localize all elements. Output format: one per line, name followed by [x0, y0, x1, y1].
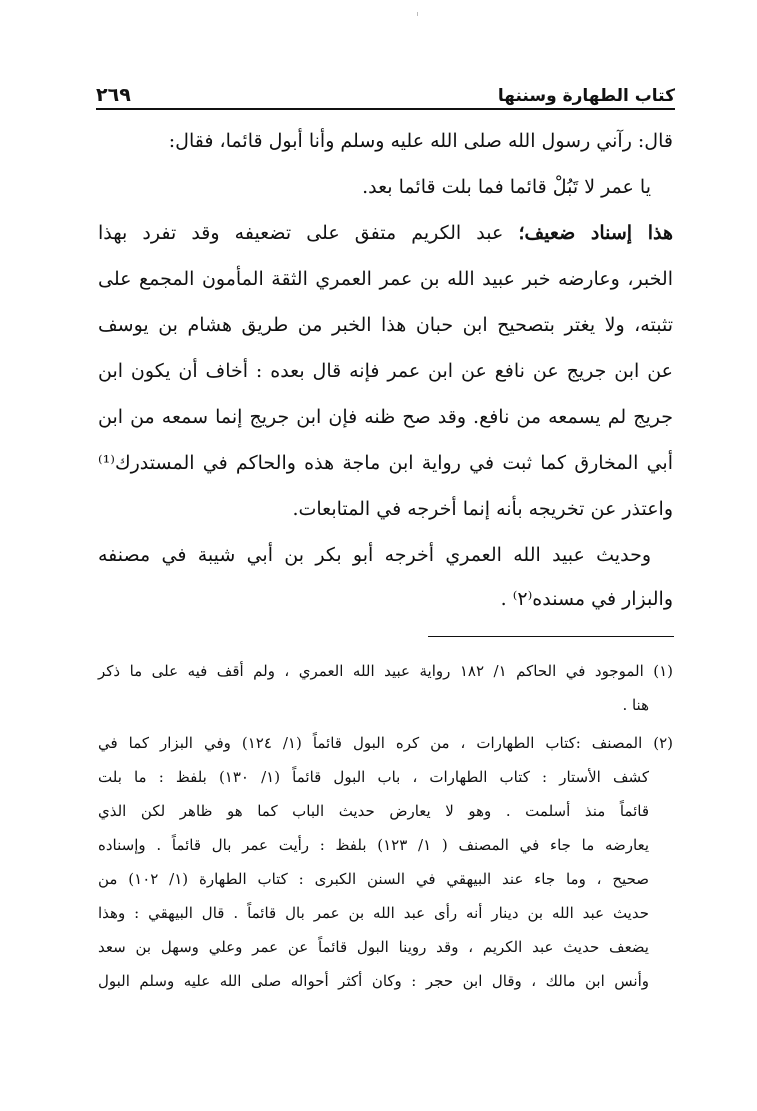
body-line: الخبر، وعارضه خبر عبيد الله بن عمر العمري الثقة المأمون المجمع على	[98, 268, 673, 290]
body-line	[98, 218, 673, 248]
body-line: قال: رآني رسول الله صلى الله عليه وسلم وأنا أبول قائما، فقال:	[168, 130, 673, 152]
page-number: ٢٦٩	[96, 84, 131, 106]
footnote-line: وأنس ابن مالك ، وقال ابن حجر : وكان أكثر أحواله صلى الله عليه وسلم البول	[98, 972, 649, 990]
footnote-line: كشف الأستار : كتاب الطهارات ، باب البول قائماً (١/ ١٣٠) بلفظ : ما بلت	[98, 768, 649, 786]
body-line: أبي المخارق كما ثبت في رواية ابن ماجة هذه والحاكم في المستدرك⁽¹⁾	[98, 452, 673, 474]
body-line: يا عمر لا تَبُلْ قائما فما بلت قائما بعد.	[362, 176, 651, 198]
scan-mark	[417, 12, 418, 16]
header-title: كتاب الطهارة وسننها	[497, 86, 675, 106]
footnote-line: يضعف حديث عبد الكريم ، وقد روينا البول قائماً عن عمر وعلي وسهل بن سعد	[98, 938, 649, 956]
footnote-line: يعارضه ما جاء في المصنف ( ١/ ١٢٣) بلفظ : رأيت عمر بال قائماً . وإسناده	[98, 836, 650, 854]
header-rule	[96, 108, 675, 110]
body-line: عن ابن جريج عن نافع عن ابن عمر فإنه قال بعده : أخاف أن يكون ابن	[98, 360, 673, 382]
body-line-text: عبد الكريم متفق على تضعيفه وقد تفرد بهذا	[98, 222, 504, 244]
footnote-line: (١) الموجود في الحاكم ١/ ١٨٢ رواية عبيد الله العمري ، ولم أقف فيه على ما ذكر	[98, 662, 674, 680]
body-line: واعتذر عن تخريجه بأنه إنما أخرجه في المتابعات.	[292, 498, 673, 520]
footnote-line: حديث عبد الله بن دينار أنه رأى عبد الله بن عمر بال قائماً . قال البيهقي : وهذا	[98, 904, 649, 922]
footnote-line: قائماً منذ أسلمت . وهو لا يعارض حديث الباب كما هو ظاهر لكن الذي	[98, 802, 649, 820]
body-line: وحديث عبيد الله العمري أخرجه أبو بكر بن أبي شيبة في مصنفه	[98, 544, 651, 566]
footnote-line: هنا .	[622, 696, 649, 714]
running-header	[96, 82, 675, 106]
body-line: تثبته، ولا يغتر بتصحيح ابن حبان هذا الخبر من طريق هشام بن يوسف	[98, 314, 673, 336]
bold-lead: هذا إسناد ضعيف؛	[518, 222, 674, 244]
footnote-line: صحيح ، وما جاء عند البيهقي في السنن الكبرى : كتاب الطهارة (١/ ١٠٢) من	[98, 870, 649, 888]
body-line: جريج لم يسمعه من نافع. وقد صح ظنه فإن ابن جريج إنما سمعه من ابن	[98, 406, 673, 428]
body-line: والبزار في مسنده⁽٢⁾ .	[500, 588, 673, 610]
footnote-rule	[428, 636, 674, 637]
footnote-line: (٢) المصنف :كتاب الطهارات ، من كره البول قائماً (١/ ١٢٤) وفي البزار كما في	[98, 734, 674, 752]
